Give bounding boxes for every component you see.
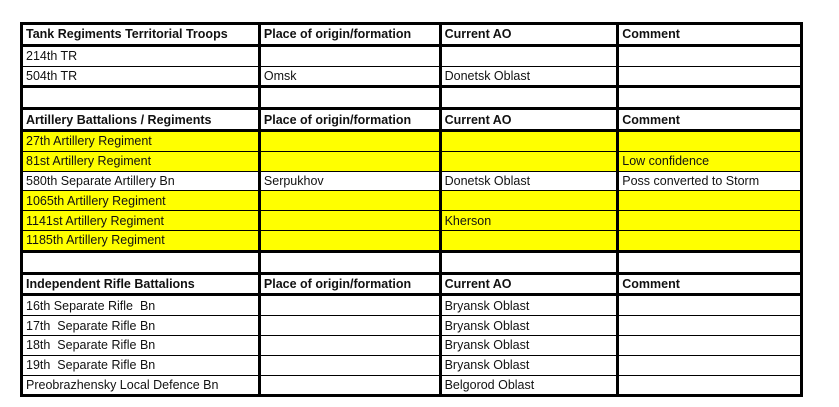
section-header-artillery [22,109,802,131]
ao-cell[interactable] [440,151,618,171]
empty-cell[interactable] [259,251,440,273]
origin-cell[interactable] [259,295,440,316]
ao-cell[interactable] [440,191,618,211]
column-header-origin[interactable]: Place of origin/formation [259,273,440,295]
unit-cell[interactable]: 1185th Artillery Regiment [22,230,260,251]
table-row [22,45,802,66]
empty-cell[interactable] [22,251,260,273]
unit-cell[interactable]: 580th Separate Artillery Bn [22,171,260,191]
empty-cell[interactable] [440,251,618,273]
unit-cell[interactable]: 27th Artillery Regiment [22,130,260,151]
comment-cell[interactable] [618,211,802,231]
ao-cell[interactable]: Donetsk Oblast [440,171,618,191]
table-row [22,171,802,191]
column-header-origin[interactable]: Place of origin/formation [259,24,440,46]
table-row-highlighted [22,130,802,151]
table-row [22,295,802,316]
table-row-highlighted [22,151,802,171]
comment-cell[interactable] [618,191,802,211]
origin-cell[interactable] [259,211,440,231]
column-header-origin[interactable]: Place of origin/formation [259,109,440,131]
unit-cell[interactable]: 504th TR [22,66,260,87]
ao-cell[interactable]: Bryansk Oblast [440,316,618,336]
comment-cell[interactable] [618,45,802,66]
table-row-highlighted [22,211,802,231]
units-table [20,22,803,397]
section-title[interactable]: Tank Regiments Territorial Troops [22,24,260,46]
origin-cell[interactable] [259,335,440,355]
unit-cell[interactable]: 19th Separate Rifle Bn [22,355,260,375]
ao-cell[interactable] [440,130,618,151]
unit-cell[interactable]: 16th Separate Rifle Bn [22,295,260,316]
section-title[interactable]: Artillery Battalions / Regiments [22,109,260,131]
section-header-tank-regiments [22,24,802,46]
section-header-rifle-battalions [22,273,802,295]
origin-cell[interactable] [259,375,440,396]
origin-cell[interactable] [259,191,440,211]
column-header-comment[interactable]: Comment [618,273,802,295]
table-row-highlighted [22,230,802,251]
origin-cell[interactable]: Omsk [259,66,440,87]
comment-cell[interactable] [618,130,802,151]
empty-cell[interactable] [440,87,618,109]
column-header-comment[interactable]: Comment [618,24,802,46]
comment-cell[interactable] [618,230,802,251]
unit-cell[interactable]: 81st Artillery Regiment [22,151,260,171]
unit-cell[interactable]: 18th Separate Rifle Bn [22,335,260,355]
table-row-highlighted [22,191,802,211]
origin-cell[interactable] [259,45,440,66]
comment-cell[interactable] [618,335,802,355]
unit-cell[interactable]: 1141st Artillery Regiment [22,211,260,231]
spacer-row [22,251,802,273]
origin-cell[interactable] [259,355,440,375]
origin-cell[interactable]: Serpukhov [259,171,440,191]
ao-cell[interactable]: Donetsk Oblast [440,66,618,87]
ao-cell[interactable]: Bryansk Oblast [440,355,618,375]
origin-cell[interactable] [259,151,440,171]
empty-cell[interactable] [618,251,802,273]
table-row [22,335,802,355]
unit-cell[interactable]: 214th TR [22,45,260,66]
unit-cell[interactable]: 1065th Artillery Regiment [22,191,260,211]
unit-cell[interactable]: Preobrazhensky Local Defence Bn [22,375,260,396]
spacer-row [22,87,802,109]
ao-cell[interactable]: Kherson [440,211,618,231]
comment-cell[interactable] [618,66,802,87]
table-row [22,66,802,87]
ao-cell[interactable] [440,45,618,66]
ao-cell[interactable] [440,230,618,251]
comment-cell[interactable]: Poss converted to Storm [618,171,802,191]
origin-cell[interactable] [259,230,440,251]
origin-cell[interactable] [259,316,440,336]
comment-cell[interactable] [618,355,802,375]
ao-cell[interactable]: Bryansk Oblast [440,295,618,316]
table-row [22,375,802,396]
column-header-current-ao[interactable]: Current AO [440,109,618,131]
column-header-comment[interactable]: Comment [618,109,802,131]
empty-cell[interactable] [259,87,440,109]
empty-cell[interactable] [22,87,260,109]
comment-cell[interactable] [618,316,802,336]
unit-cell[interactable]: 17th Separate Rifle Bn [22,316,260,336]
ao-cell[interactable]: Bryansk Oblast [440,335,618,355]
comment-cell[interactable]: Low confidence [618,151,802,171]
column-header-current-ao[interactable]: Current AO [440,273,618,295]
table-row [22,355,802,375]
empty-cell[interactable] [618,87,802,109]
origin-cell[interactable] [259,130,440,151]
comment-cell[interactable] [618,295,802,316]
table-row [22,316,802,336]
comment-cell[interactable] [618,375,802,396]
ao-cell[interactable]: Belgorod Oblast [440,375,618,396]
section-title[interactable]: Independent Rifle Battalions [22,273,260,295]
column-header-current-ao[interactable]: Current AO [440,24,618,46]
